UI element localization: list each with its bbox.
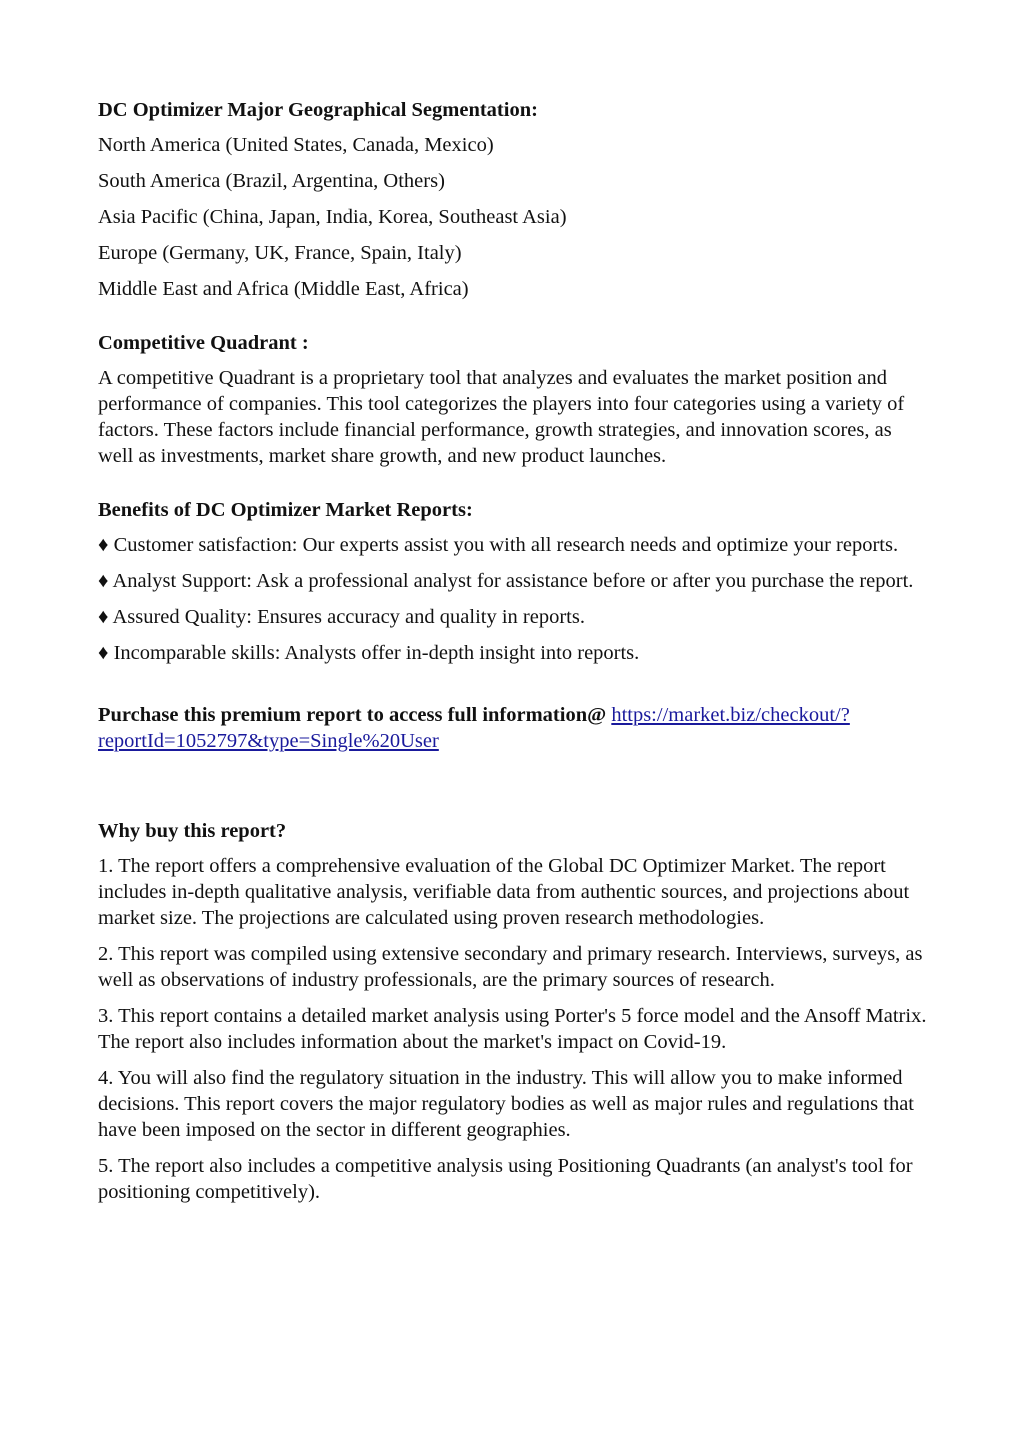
why-buy-section	[98, 818, 930, 1205]
competitive-quadrant-body: A competitive Quadrant is a proprietary tool that analyzes and evaluates the market position and performance of companies. This tool categorizes the players into four categories using a variety of factors. These factors include financial performance, growth strategies, and innovation scores, as well as investments, market share growth, and new product launches.	[98, 367, 905, 467]
benefit-item: ♦ Incomparable skills: Analysts offer in-depth insight into reports.	[98, 642, 640, 664]
benefits-section	[98, 497, 930, 666]
purchase-link[interactable]: https://market.biz/checkout/?reportId=1052797&type=Single%20User	[98, 704, 850, 752]
benefit-item: ♦ Analyst Support: Ask a professional analyst for assistance before or after you purchase the report.	[98, 570, 914, 592]
competitive-quadrant-heading: Competitive Quadrant :	[98, 332, 309, 354]
region-south-america: South America (Brazil, Argentina, Others)	[98, 170, 445, 192]
geographical-segmentation-heading: DC Optimizer Major Geographical Segmentation:	[98, 99, 538, 121]
geographical-segmentation-section	[98, 97, 930, 302]
competitive-quadrant-section	[98, 330, 930, 469]
benefit-item: ♦ Assured Quality: Ensures accuracy and quality in reports.	[98, 606, 585, 628]
why-buy-item: 3. This report contains a detailed market analysis using Porter's 5 force model and the Ansoff Matrix. The report also includes information about the market's impact on Covid-19.	[98, 1005, 927, 1053]
why-buy-item: 5. The report also includes a competitive analysis using Positioning Quadrants (an analyst's tool for positioning competitively).	[98, 1155, 913, 1203]
region-europe: Europe (Germany, UK, France, Spain, Italy)	[98, 242, 462, 264]
benefit-item: ♦ Customer satisfaction: Our experts assist you with all research needs and optimize your reports.	[98, 534, 899, 556]
document-page	[98, 97, 930, 1215]
why-buy-heading: Why buy this report?	[98, 820, 287, 842]
why-buy-item: 4. You will also find the regulatory situation in the industry. This will allow you to make informed decisions. This report covers the major regulatory bodies as well as major rules and regulations that have been imposed on the sector in different geographies.	[98, 1067, 914, 1141]
purchase-section	[98, 702, 930, 754]
region-north-america: North America (United States, Canada, Mexico)	[98, 134, 494, 156]
why-buy-item: 2. This report was compiled using extensive secondary and primary research. Interviews, surveys, as well as observations of industry professionals, are the primary sources of research.	[98, 943, 923, 991]
benefits-heading: Benefits of DC Optimizer Market Reports:	[98, 499, 473, 521]
purchase-label: Purchase this premium report to access full information@	[98, 704, 607, 726]
region-asia-pacific: Asia Pacific (China, Japan, India, Korea, Southeast Asia)	[98, 206, 567, 228]
why-buy-item: 1. The report offers a comprehensive evaluation of the Global DC Optimizer Market. The report includes in-depth qualitative analysis, verifiable data from authentic sources, and projections about market size. The projections are calculated using proven research methodologies.	[98, 855, 910, 929]
region-middle-east-africa: Middle East and Africa (Middle East, Africa)	[98, 278, 469, 300]
